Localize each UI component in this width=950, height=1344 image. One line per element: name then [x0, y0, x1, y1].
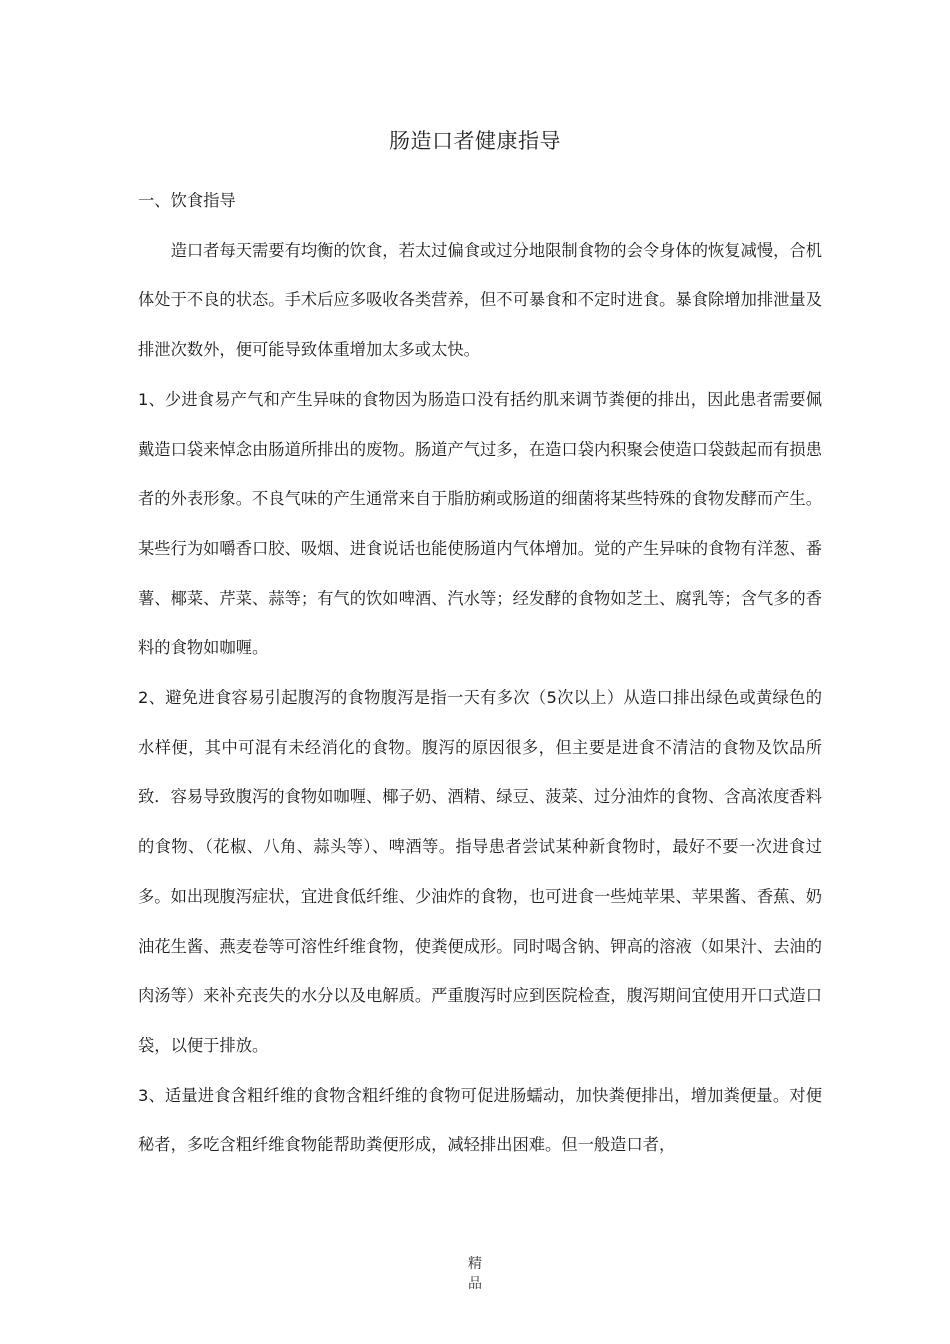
paragraph-item-3: 3、适量进食含粗纤维的食物含粗纤维的食物可促进肠蠕动，加快粪便排出，增加粪便量。对便秘者，多吃含粗纤维食物能帮助粪便形成，减轻排出困难。但一般造口者， — [138, 1085, 822, 1155]
footer-char-1: 精 — [468, 1256, 482, 1272]
document-body — [138, 176, 822, 1170]
document-title: 肠造口者健康指导 — [389, 129, 561, 153]
paragraph-intro: 造口者每天需要有均衡的饮食，若太过偏食或过分地限制食物的会令身体的恢复减慢，合机体处于不良的状态。手术后应多吸收各类营养，但不可暴食和不定时进食。暴食除增加排泄量及排泄次数外，便可能导致体重增加太多或太快。 — [138, 240, 822, 360]
paragraph-item-2: 2、避免进食容易引起腹泻的食物腹泻是指一天有多次（5次以上）从造口排出绿色或黄绿色的水样便，其中可混有未经消化的食物。腹泻的原因很多，但主要是进食不清洁的食物及饮品所致．容易导致腹泻的食物如咖喱、椰子奶、酒精、绿豆、菠菜、过分油炸的食物、含高浓度香料的食物、（花椒、八角、蒜头等）、啤酒等。指导患者尝试某种新食物时，最好不要一次进食过多。如出现腹泻症状，宜进食低纤维、少油炸的食物，也可进食一些炖苹果、苹果酱、香蕉、奶油花生酱、燕麦卷等可溶性纤维食物，使粪便成形。同时喝含钠、钾高的溶液（如果汁、去油的肉汤等）来补充丧失的水分以及电解质。严重腹泻时应到医院检查，腹泻期间宜使用开口式造口袋，以便于排放。 — [138, 688, 822, 1055]
footer-char-2: 品 — [468, 1276, 482, 1292]
page-footer — [0, 1254, 950, 1294]
paragraph-item-1: 1、少进食易产气和产生异味的食物因为肠造口没有括约肌来调节粪便的排出，因此患者需要佩戴造口袋来悼念由肠道所排出的废物。肠道产气过多，在造口袋内积聚会使造口袋鼓起而有损患者的外表形象。不良气味的产生通常来自于脂肪痢或肠道的细菌将某些特殊的食物发酵而产生。某些行为如嚼香口胶、吸烟、进食说话也能使肠道内气体增加。觉的产生异味的食物有洋葱、番薯、椰菜、芹菜、蒜等；有气的饮如啤酒、汽水等；经发酵的食物如芝土、腐乳等；含气多的香料的食物如咖喱。 — [138, 389, 822, 658]
section-heading: 一、饮食指导 — [138, 191, 236, 210]
